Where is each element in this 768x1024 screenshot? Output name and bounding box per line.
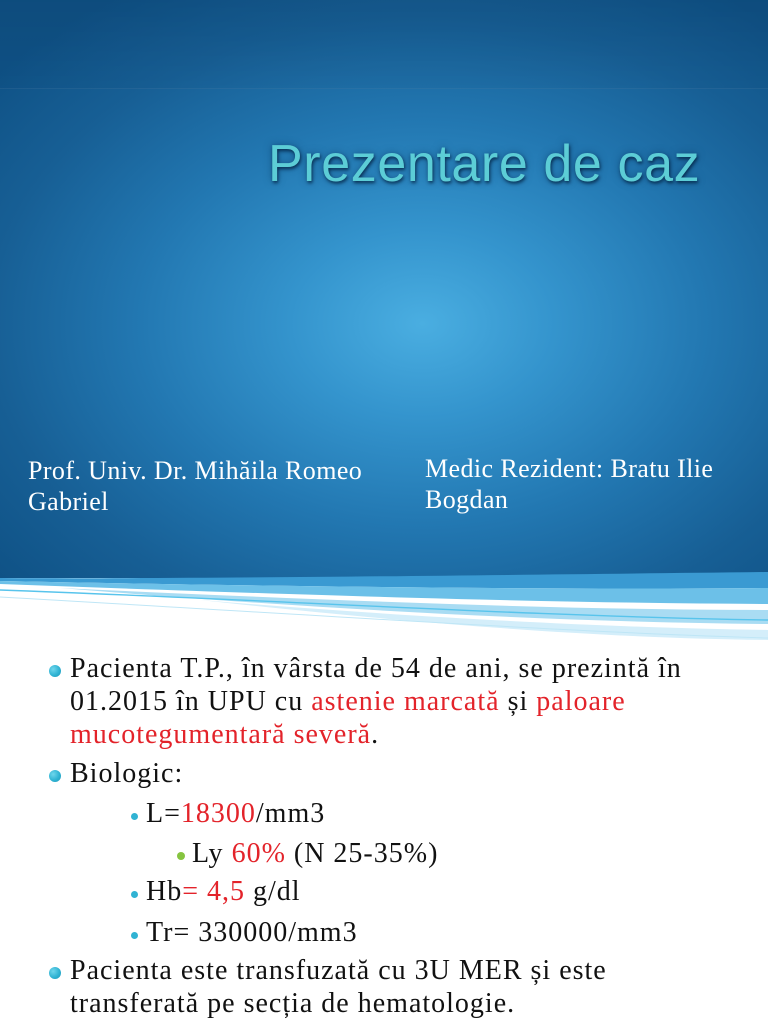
bullet-text (70, 757, 183, 791)
text-segment: /mm3 (255, 798, 326, 829)
text-segment: g/dl (245, 876, 301, 907)
wave-decoration (0, 570, 768, 646)
bullet-dot-icon (49, 770, 61, 782)
sub-bullet-dot-icon (131, 813, 138, 820)
sub-bullet-dot-icon (131, 891, 138, 898)
green-bullet-dot-icon (177, 852, 185, 860)
bullet-text (146, 797, 325, 831)
slide-title: Prezentare de caz (268, 135, 701, 193)
author-block-resident (425, 453, 713, 515)
slide-top-band (0, 0, 768, 89)
bullet-line (0, 954, 768, 988)
author-block-professor (28, 455, 362, 517)
bullet-text (70, 718, 379, 752)
highlighted-text: paloare (536, 686, 626, 717)
bullet-text (146, 875, 301, 909)
text-segment: și (499, 686, 537, 717)
text-segment: . (371, 719, 380, 750)
bullet-line-continuation (0, 987, 768, 1021)
text-segment: Pacienta este transfuzată cu 3U MER și este (70, 955, 607, 986)
author-line: Prof. Univ. Dr. Mihăila Romeo (28, 456, 363, 485)
text-segment: Ly (192, 838, 232, 869)
bullet-text (70, 954, 607, 988)
sub-bullet-line (0, 875, 768, 909)
text-segment: (N 25-35%) (285, 838, 439, 869)
bullet-text (192, 837, 438, 871)
text-segment: L= (146, 798, 181, 829)
highlighted-text: = 4,5 (182, 876, 246, 907)
sub-sub-bullet-line (0, 837, 768, 871)
sub-bullet-dot-icon (131, 932, 138, 939)
bullet-text (70, 652, 682, 686)
bullet-text (70, 685, 626, 719)
bullet-text (70, 987, 515, 1021)
text-segment: 01.2015 în UPU cu (70, 686, 312, 717)
highlighted-text: 60% (231, 838, 286, 869)
sub-bullet-line (0, 797, 768, 831)
text-segment: Hb (146, 876, 183, 907)
bullet-line (0, 652, 768, 686)
bullet-line (0, 757, 768, 791)
author-line: Gabriel (28, 487, 109, 516)
author-line: Bogdan (425, 485, 509, 514)
text-segment: Biologic: (70, 758, 184, 789)
highlighted-text: mucotegumentară severă (70, 719, 372, 750)
bullet-dot-icon (49, 967, 61, 979)
author-line: Medic Rezident: Bratu Ilie (425, 454, 714, 483)
sub-bullet-line (0, 916, 768, 950)
highlighted-text: 18300 (180, 798, 256, 829)
text-segment: transferată pe secția de hematologie. (70, 988, 516, 1019)
highlighted-text: astenie marcată (311, 686, 500, 717)
bullet-text (146, 916, 358, 950)
content-slide (0, 646, 768, 1024)
bullet-dot-icon (49, 665, 61, 677)
bullet-line-continuation (0, 718, 768, 752)
text-segment: Tr= 330000/mm3 (146, 917, 358, 948)
bullet-line-continuation (0, 685, 768, 719)
text-segment: Pacienta T.P., în vârsta de 54 de ani, se prezintă în (70, 653, 682, 684)
